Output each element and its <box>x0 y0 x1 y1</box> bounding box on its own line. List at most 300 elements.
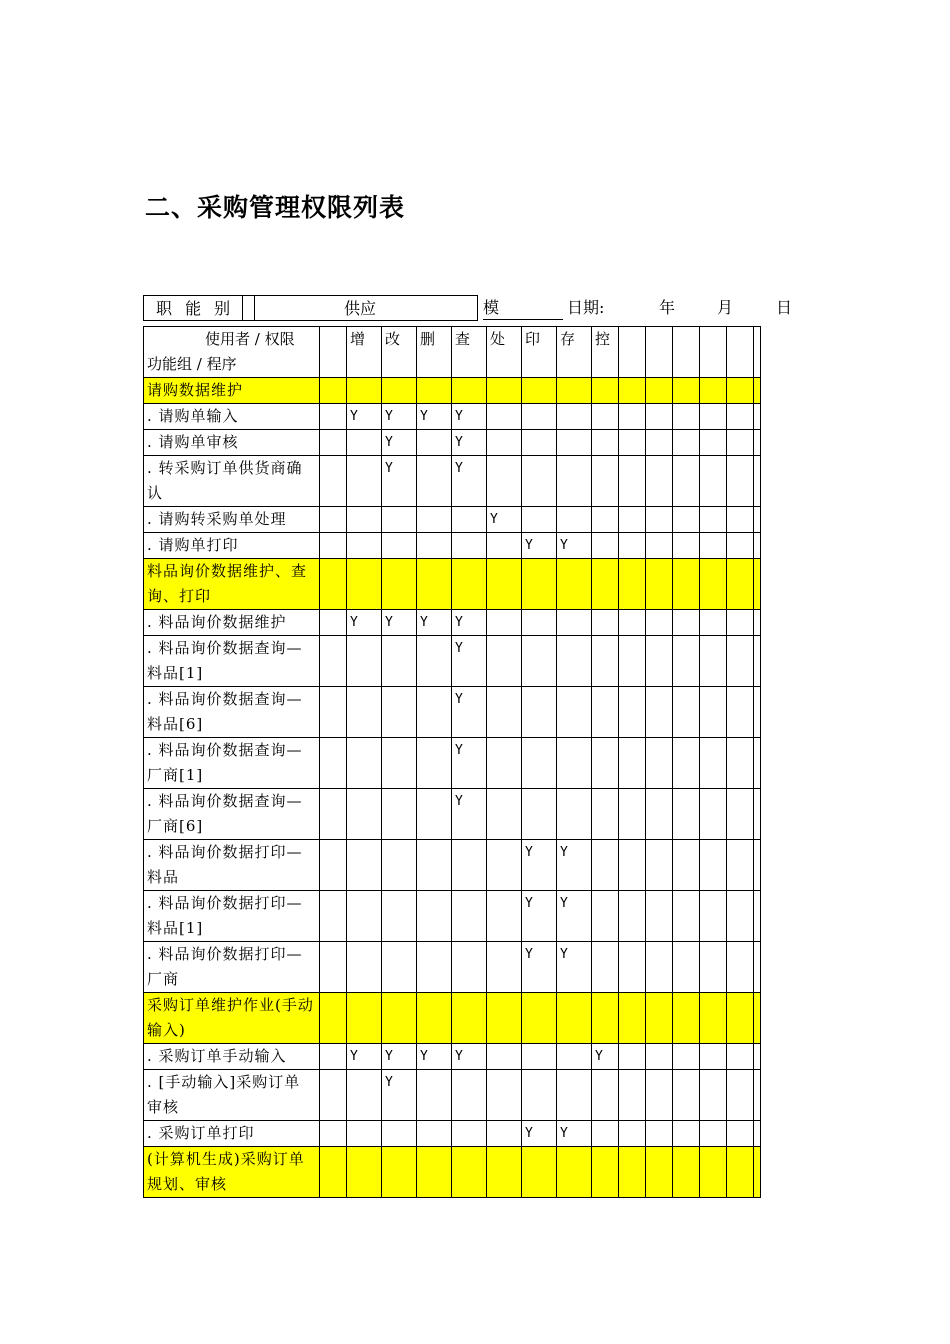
permission-cell <box>673 687 700 738</box>
permission-cell <box>452 891 487 942</box>
spacer-cell <box>320 456 347 507</box>
permission-cell <box>646 430 673 456</box>
permission-cell <box>619 559 646 610</box>
permission-cell <box>522 1070 557 1121</box>
permission-cell <box>619 687 646 738</box>
table-row <box>144 430 761 456</box>
permission-cell <box>754 378 761 404</box>
permission-cell <box>673 533 700 559</box>
permission-mark: Y <box>557 942 592 993</box>
permission-cell <box>557 993 592 1044</box>
permission-cell <box>754 942 761 993</box>
table-row <box>144 1121 761 1147</box>
table-row <box>144 687 761 738</box>
permission-cell <box>754 1044 761 1070</box>
permission-cell <box>700 738 727 789</box>
permission-cell <box>452 1147 487 1198</box>
permission-cell <box>727 1121 754 1147</box>
permission-cell <box>619 789 646 840</box>
row-label: . 料品询价数据打印—厂商 <box>144 942 320 993</box>
permission-cell <box>700 1121 727 1147</box>
spacer-cell <box>320 993 347 1044</box>
permission-table <box>143 326 761 1198</box>
permission-cell <box>646 789 673 840</box>
spacer-cell <box>320 404 347 430</box>
permission-cell <box>700 404 727 430</box>
permission-cell <box>673 1044 700 1070</box>
spacer-cell <box>320 942 347 993</box>
permission-cell <box>673 993 700 1044</box>
permission-mark: Y <box>452 738 487 789</box>
permission-cell <box>347 1121 382 1147</box>
permission-mark: Y <box>522 891 557 942</box>
permission-cell <box>347 430 382 456</box>
permission-cell <box>754 687 761 738</box>
permission-cell <box>619 636 646 687</box>
permission-cell <box>382 738 417 789</box>
permission-cell <box>754 636 761 687</box>
table-row <box>144 891 761 942</box>
spacer-cell <box>320 1044 347 1070</box>
permission-cell <box>452 993 487 1044</box>
permission-cell <box>592 840 619 891</box>
permission-cell <box>592 430 619 456</box>
column-header: 删 <box>417 327 452 378</box>
permission-cell <box>592 404 619 430</box>
permission-cell <box>487 1121 522 1147</box>
column-header <box>673 327 700 378</box>
permission-cell <box>700 507 727 533</box>
permission-cell <box>727 840 754 891</box>
table-row <box>144 738 761 789</box>
permission-cell <box>557 687 592 738</box>
permission-cell <box>557 456 592 507</box>
permission-cell <box>727 456 754 507</box>
permission-cell <box>727 507 754 533</box>
permission-mark: Y <box>452 404 487 430</box>
permission-cell <box>487 1070 522 1121</box>
permission-cell <box>754 1070 761 1121</box>
permission-cell <box>452 533 487 559</box>
date-label: 日期: <box>567 298 605 317</box>
permission-mark: Y <box>347 610 382 636</box>
permission-cell <box>619 378 646 404</box>
permission-cell <box>522 1044 557 1070</box>
permission-cell <box>754 1121 761 1147</box>
permission-cell <box>727 559 754 610</box>
permission-cell <box>727 430 754 456</box>
permission-cell <box>646 687 673 738</box>
permission-cell <box>522 1147 557 1198</box>
permission-mark: Y <box>417 404 452 430</box>
permission-cell <box>619 404 646 430</box>
permission-cell <box>417 456 452 507</box>
row-label: . 请购转采购单处理 <box>144 507 320 533</box>
permission-cell <box>417 891 452 942</box>
permission-mark: Y <box>452 610 487 636</box>
permission-cell <box>452 507 487 533</box>
column-header <box>619 327 646 378</box>
permission-cell <box>557 738 592 789</box>
permission-cell <box>700 559 727 610</box>
month-label: 月 <box>717 298 734 317</box>
permission-cell <box>382 1121 417 1147</box>
permission-mark: Y <box>417 1044 452 1070</box>
permission-mark: Y <box>592 1044 619 1070</box>
row-label: . 请购单打印 <box>144 533 320 559</box>
spacer-cell <box>320 327 347 378</box>
row-label: . 料品询价数据查询—料品[6] <box>144 687 320 738</box>
table-row <box>144 636 761 687</box>
permission-mark: Y <box>452 1044 487 1070</box>
spacer-cell <box>320 378 347 404</box>
spacer-cell <box>320 533 347 559</box>
permission-cell <box>754 738 761 789</box>
corner-header <box>144 327 320 378</box>
table-row <box>144 610 761 636</box>
group-row <box>144 378 761 404</box>
permission-cell <box>700 891 727 942</box>
permission-cell <box>382 559 417 610</box>
permission-cell <box>557 378 592 404</box>
row-label: . 请购单审核 <box>144 430 320 456</box>
permission-cell <box>417 738 452 789</box>
column-header: 改 <box>382 327 417 378</box>
row-label: . 转采购订单供货商确认 <box>144 456 320 507</box>
permission-cell <box>557 789 592 840</box>
permission-mark: Y <box>452 789 487 840</box>
permission-cell <box>700 1044 727 1070</box>
permission-cell <box>592 378 619 404</box>
permission-cell <box>673 1121 700 1147</box>
permission-cell <box>557 507 592 533</box>
permission-cell <box>592 1147 619 1198</box>
permission-cell <box>619 533 646 559</box>
permission-cell <box>347 789 382 840</box>
permission-cell <box>417 840 452 891</box>
table-row <box>144 456 761 507</box>
permission-cell <box>754 533 761 559</box>
permission-mark: Y <box>452 636 487 687</box>
permission-cell <box>487 1044 522 1070</box>
permission-cell <box>646 891 673 942</box>
row-label: . 料品询价数据维护 <box>144 610 320 636</box>
permission-cell <box>619 456 646 507</box>
permission-cell <box>452 1121 487 1147</box>
permission-cell <box>382 687 417 738</box>
permission-cell <box>347 891 382 942</box>
permission-cell <box>557 559 592 610</box>
permission-mark: Y <box>522 840 557 891</box>
permission-cell <box>673 840 700 891</box>
permission-cell <box>487 636 522 687</box>
permission-cell <box>646 610 673 636</box>
permission-mark: Y <box>347 1044 382 1070</box>
spacer-cell <box>320 1070 347 1121</box>
permission-cell <box>487 840 522 891</box>
permission-cell <box>417 378 452 404</box>
spacer-cell <box>320 636 347 687</box>
permission-cell <box>673 1147 700 1198</box>
permission-cell <box>592 1070 619 1121</box>
day-label: 日 <box>776 298 793 317</box>
permission-cell <box>619 1070 646 1121</box>
permission-cell <box>382 840 417 891</box>
permission-cell <box>727 533 754 559</box>
permission-cell <box>673 610 700 636</box>
permission-cell <box>673 404 700 430</box>
permission-cell <box>347 687 382 738</box>
permission-cell <box>487 891 522 942</box>
column-header: 增 <box>347 327 382 378</box>
permission-mark: Y <box>452 430 487 456</box>
permission-cell <box>557 1147 592 1198</box>
permission-mark: Y <box>522 1121 557 1147</box>
permission-cell <box>619 1121 646 1147</box>
permission-cell <box>619 507 646 533</box>
permission-cell <box>487 430 522 456</box>
permission-cell <box>646 636 673 687</box>
permission-cell <box>754 840 761 891</box>
permission-cell <box>673 789 700 840</box>
permission-cell <box>487 533 522 559</box>
row-label: . 料品询价数据查询—厂商[6] <box>144 789 320 840</box>
permission-cell <box>700 456 727 507</box>
permission-mark: Y <box>382 430 417 456</box>
permission-cell <box>557 1070 592 1121</box>
permission-cell <box>592 559 619 610</box>
permission-cell <box>700 378 727 404</box>
permission-cell <box>646 533 673 559</box>
permission-cell <box>727 378 754 404</box>
column-header: 印 <box>522 327 557 378</box>
permission-cell <box>592 942 619 993</box>
permission-cell <box>754 610 761 636</box>
module-label: 模 <box>483 295 563 320</box>
permission-cell <box>673 378 700 404</box>
permission-cell <box>727 942 754 993</box>
year-label: 年 <box>659 298 676 317</box>
permission-cell <box>592 993 619 1044</box>
permission-mark: Y <box>382 1044 417 1070</box>
permission-cell <box>347 456 382 507</box>
permission-cell <box>487 942 522 993</box>
permission-cell <box>522 610 557 636</box>
permission-cell <box>673 891 700 942</box>
table-row <box>144 1070 761 1121</box>
table-row <box>144 1044 761 1070</box>
permission-cell <box>452 1070 487 1121</box>
permission-mark: Y <box>522 533 557 559</box>
permission-cell <box>754 430 761 456</box>
permission-cell <box>592 891 619 942</box>
permission-cell <box>382 636 417 687</box>
spacer-cell <box>320 891 347 942</box>
role-value: 供应 <box>242 295 478 321</box>
permission-cell <box>487 738 522 789</box>
permission-cell <box>646 993 673 1044</box>
permission-cell <box>673 430 700 456</box>
spacer-cell <box>320 789 347 840</box>
permission-cell <box>619 430 646 456</box>
column-header <box>727 327 754 378</box>
permission-cell <box>557 430 592 456</box>
spacer-cell <box>320 687 347 738</box>
group-row <box>144 1147 761 1198</box>
permission-cell <box>646 378 673 404</box>
permission-cell <box>700 1070 727 1121</box>
column-header: 查 <box>452 327 487 378</box>
permission-cell <box>347 1070 382 1121</box>
permission-cell <box>700 1147 727 1198</box>
permission-cell <box>417 507 452 533</box>
permission-cell <box>417 430 452 456</box>
permission-cell <box>382 533 417 559</box>
permission-cell <box>522 636 557 687</box>
permission-cell <box>754 404 761 430</box>
group-row <box>144 559 761 610</box>
row-label: . 料品询价数据查询—料品[1] <box>144 636 320 687</box>
row-label: (计算机生成)采购订单规划、审核 <box>144 1147 320 1198</box>
permission-cell <box>646 1121 673 1147</box>
permission-cell <box>754 507 761 533</box>
permission-cell <box>592 789 619 840</box>
row-label: 采购订单维护作业(手动输入) <box>144 993 320 1044</box>
permission-cell <box>417 1121 452 1147</box>
permission-cell <box>673 942 700 993</box>
permission-cell <box>382 942 417 993</box>
permission-cell <box>347 533 382 559</box>
permission-cell <box>727 1044 754 1070</box>
permission-cell <box>382 1147 417 1198</box>
row-label: . 料品询价数据查询—厂商[1] <box>144 738 320 789</box>
permission-cell <box>557 610 592 636</box>
permission-cell <box>646 840 673 891</box>
column-header <box>754 327 761 378</box>
permission-mark: Y <box>417 610 452 636</box>
permission-cell <box>646 738 673 789</box>
permission-mark: Y <box>557 1121 592 1147</box>
column-header: 处 <box>487 327 522 378</box>
row-label: . 采购订单打印 <box>144 1121 320 1147</box>
permission-cell <box>522 559 557 610</box>
permission-cell <box>592 1121 619 1147</box>
permission-cell <box>347 942 382 993</box>
permission-cell <box>646 404 673 430</box>
permission-mark: Y <box>382 610 417 636</box>
row-label: . [手动输入]采购订单审核 <box>144 1070 320 1121</box>
permission-cell <box>727 738 754 789</box>
spacer-cell <box>320 840 347 891</box>
permission-cell <box>382 507 417 533</box>
page-title: 二、采购管理权限列表 <box>145 193 406 222</box>
permission-cell <box>673 456 700 507</box>
permission-cell <box>382 378 417 404</box>
table-row <box>144 789 761 840</box>
spacer-cell <box>320 507 347 533</box>
permission-cell <box>487 610 522 636</box>
permission-cell <box>673 738 700 789</box>
permission-cell <box>673 559 700 610</box>
permission-cell <box>417 559 452 610</box>
permission-cell <box>700 636 727 687</box>
row-label: . 请购单输入 <box>144 404 320 430</box>
permission-cell <box>619 942 646 993</box>
permission-cell <box>487 789 522 840</box>
permission-cell <box>522 993 557 1044</box>
header-bar <box>143 295 811 321</box>
permission-cell <box>646 559 673 610</box>
role-label: 职 能 别 <box>143 295 255 321</box>
spacer-cell <box>320 1147 347 1198</box>
permission-cell <box>347 378 382 404</box>
permission-cell <box>417 636 452 687</box>
permission-cell <box>522 456 557 507</box>
table-row <box>144 507 761 533</box>
permission-cell <box>673 636 700 687</box>
permission-cell <box>487 1147 522 1198</box>
spacer-cell <box>320 610 347 636</box>
permission-cell <box>522 430 557 456</box>
permission-mark: Y <box>557 533 592 559</box>
permission-mark: Y <box>557 840 592 891</box>
permission-cell <box>452 942 487 993</box>
spacer-cell <box>320 1121 347 1147</box>
permission-cell <box>487 404 522 430</box>
permission-cell <box>700 430 727 456</box>
permission-cell <box>522 507 557 533</box>
permission-cell <box>754 1147 761 1198</box>
permission-cell <box>727 610 754 636</box>
permission-cell <box>522 738 557 789</box>
permission-cell <box>557 1044 592 1070</box>
permission-cell <box>557 404 592 430</box>
permission-cell <box>382 993 417 1044</box>
permission-cell <box>646 507 673 533</box>
permission-mark: Y <box>522 942 557 993</box>
permission-cell <box>557 636 592 687</box>
spacer-cell <box>320 430 347 456</box>
permission-cell <box>619 840 646 891</box>
column-header: 控 <box>592 327 619 378</box>
permission-cell <box>592 533 619 559</box>
table-row <box>144 533 761 559</box>
permission-cell <box>347 507 382 533</box>
permission-cell <box>754 456 761 507</box>
spacer-cell <box>320 559 347 610</box>
table-row <box>144 404 761 430</box>
permission-cell <box>727 687 754 738</box>
permission-cell <box>727 404 754 430</box>
permission-cell <box>646 1147 673 1198</box>
permission-cell <box>673 1070 700 1121</box>
table-header-row <box>144 327 761 378</box>
permission-cell <box>592 738 619 789</box>
row-label: . 采购订单手动输入 <box>144 1044 320 1070</box>
permission-cell <box>592 636 619 687</box>
corner-line-1: 使用者 / 权限 <box>205 330 295 348</box>
permission-cell <box>522 404 557 430</box>
permission-cell <box>592 610 619 636</box>
permission-cell <box>417 1147 452 1198</box>
permission-cell <box>522 687 557 738</box>
permission-mark: Y <box>382 456 417 507</box>
permission-cell <box>417 993 452 1044</box>
permission-mark: Y <box>487 507 522 533</box>
table-row <box>144 840 761 891</box>
permission-mark: Y <box>382 404 417 430</box>
permission-cell <box>646 1070 673 1121</box>
